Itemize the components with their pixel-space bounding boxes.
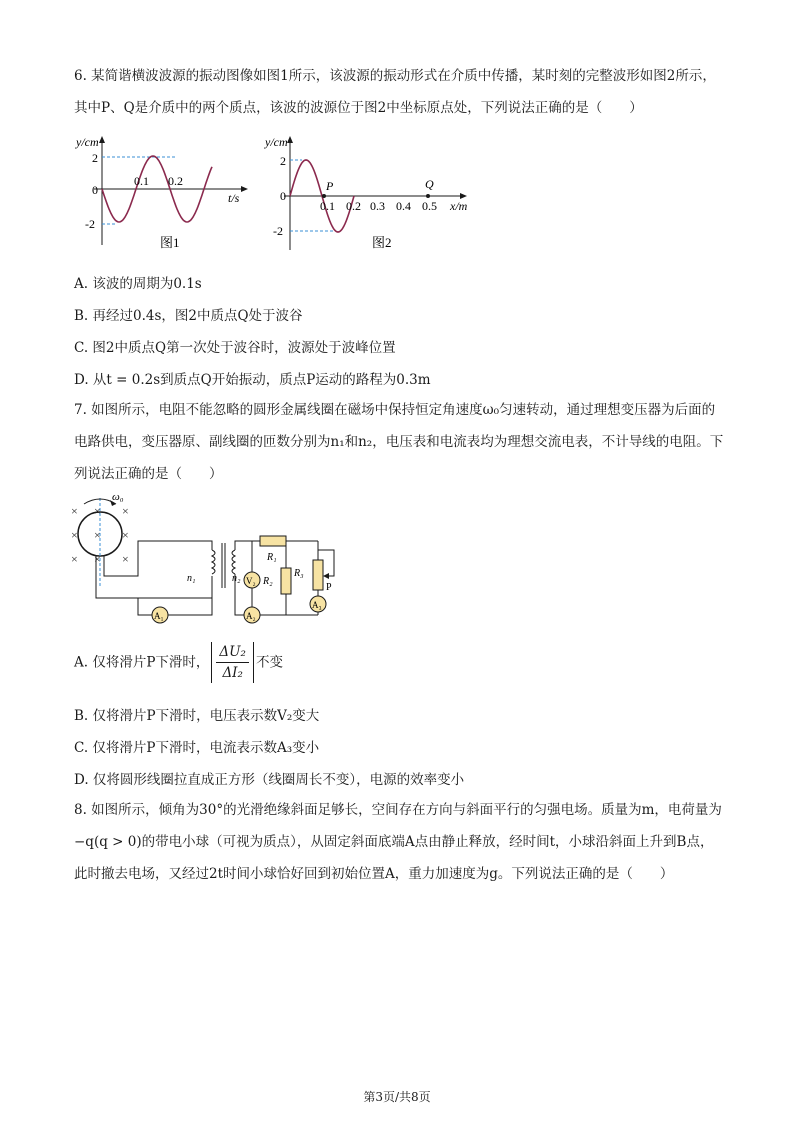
q7-option-b: B. 仅将滑片P下滑时，电压表示数V₂变大 [74,708,320,724]
fig1-tick-y-0: 0 [92,183,98,197]
fig2-tick-y-neg2: -2 [273,224,283,238]
fig1-tick-y-neg2: -2 [85,217,95,231]
resistor-r1 [260,536,286,546]
q6-option-d: D. 从t = 0.2s到质点Q开始振动，质点P运动的路程为0.3m [74,372,431,388]
svg-text:×: × [71,552,78,566]
fig2-point-p-label: P [326,179,334,193]
q7-option-a [74,642,283,683]
q7-option-a-suffix: 不变 [255,654,283,671]
v2-label: V₂ [246,576,256,586]
fig2-tick-y-2: 2 [280,154,286,168]
q7-option-a-prefix: A. 仅将滑片P下滑时， [74,654,210,671]
q6-stem: 6. 某简谐横波波源的振动图像如图1所示，该波源的振动形式在介质中传播，某时刻的完整波形如图2所示，其中P、Q是介质中的两个质点，该波的波源位于图2中坐标原点处，下列说法正确的是（ ） [74,68,716,116]
fig2-tick-x-02: 0.2 [346,199,361,213]
fig2-ylabel: y/cm [265,135,288,149]
omega-label: ω₀ [112,491,124,503]
fig2-tick-x-01: 0.1 [320,199,335,213]
fig1-tick-x-02: 0.2 [168,174,183,188]
r1-label: R₁ [267,552,277,563]
fig1-xlabel: t/s [228,191,240,205]
svg-text:×: × [71,528,78,542]
resistor-r2 [281,568,291,594]
figure-2 [262,130,482,260]
fraction-denominator: ΔI₂ [222,665,243,681]
primary-coil [212,550,215,574]
fig2-xlabel: x/m [450,199,468,213]
point-p-dot [322,194,326,198]
slider-p-arrow [323,573,329,579]
svg-text:×: × [122,504,129,518]
n1-label: n₁ [187,573,196,584]
r3-label: R₃ [294,568,304,579]
figure-1 [72,130,252,260]
r2-label: R₂ [263,576,273,587]
svg-text:×: × [94,528,101,542]
slider-p-label: P [326,582,332,593]
fig2-caption: 图2 [372,235,392,250]
secondary-coil [232,550,235,574]
a1-label: A₁ [154,611,164,621]
fraction [216,642,249,683]
fig1-caption: 图1 [160,235,180,250]
svg-text:×: × [94,504,101,518]
fig2-tick-x-03: 0.3 [370,199,385,213]
fig1-tick-x-01: 0.1 [134,174,149,188]
n2-label: n₂ [232,573,241,584]
a2-label: A₂ [246,611,256,621]
fraction-numerator: ΔU₂ [216,642,249,663]
svg-text:×: × [94,552,101,566]
q8-stem: 8. 如图所示，倾角为30°的光滑绝缘斜面足够长，空间存在方向与斜面平行的匀强电场。质量为m，电荷量为−q(q > 0)的带电小球（可视为质点），从固定斜面底端A点由静止释放，经时间t，小球沿斜面上升到B点，此时撤去电场，又经过2t时间小球恰好回到初始位置A，重力加速度为g。下列说法正确的是（ ） [74,802,722,882]
q7-stem: 7. 如图所示，电阻不能忽略的圆形金属线圈在磁场中保持恒定角速度ω₀匀速转动，通过理想变压器为后面的电路供电，变压器原、副线圈的匝数分别为n₁和n₂，电压表和电流表均为理想交流电表，不计导线的电阻。下列说法正确的是（ ） [74,402,724,482]
fig2-point-q-label: Q [425,177,434,191]
rheostat-r3 [313,560,323,590]
figure-circuit [62,488,352,633]
svg-text:×: × [71,504,78,518]
q6-option-c: C. 图2中质点Q第一次处于波谷时，波源处于波峰位置 [74,340,396,356]
q6-option-a: A. 该波的周期为0.1s [74,276,202,292]
fig1-tick-y-2: 2 [92,151,98,165]
point-q-dot [426,194,430,198]
fig1-ylabel: y/cm [76,135,99,149]
svg-text:×: × [122,552,129,566]
q6-option-b: B. 再经过0.4s，图2中质点Q处于波谷 [74,308,303,324]
abs-value-bars [211,642,254,683]
svg-text:×: × [122,528,129,542]
fig2-tick-x-04: 0.4 [396,199,411,213]
fig2-tick-x-05: 0.5 [422,199,437,213]
page-footer: 第3页/共8页 [363,1090,431,1104]
q7-option-c: C. 仅将滑片P下滑时，电流表示数A₃变小 [74,740,320,756]
a3-label: A₃ [312,600,322,610]
q7-option-d: D. 仅将圆形线圈拉直成正方形（线圈周长不变），电源的效率变小 [74,772,465,788]
fig2-tick-y-0: 0 [280,189,286,203]
